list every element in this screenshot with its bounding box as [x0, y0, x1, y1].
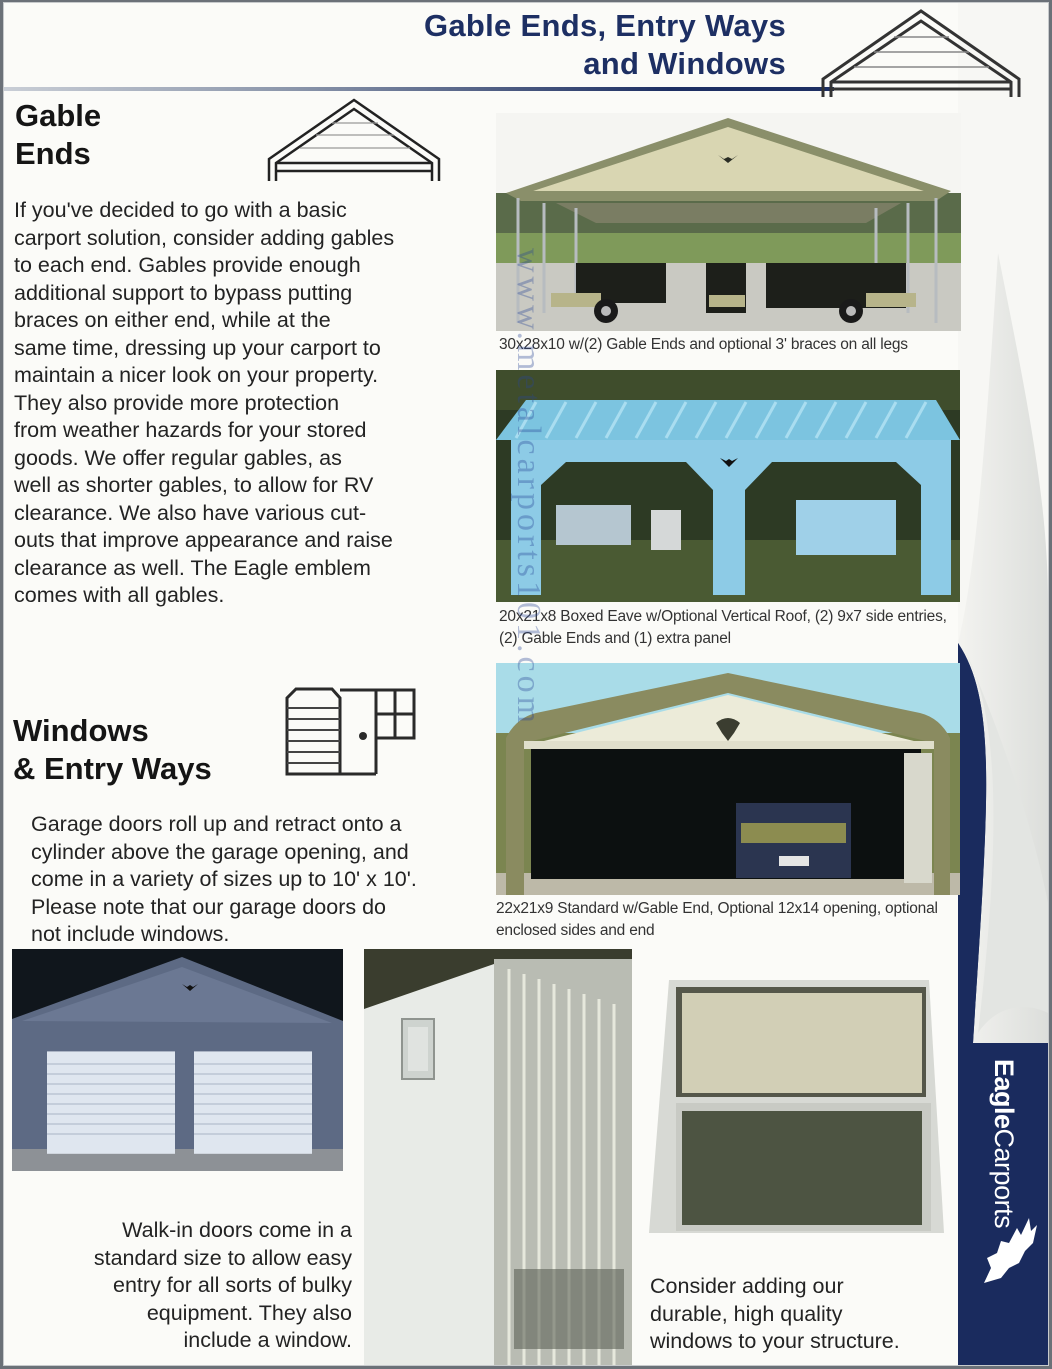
- photo-carport-mowers: [496, 113, 961, 331]
- brand-name-regular: Carports: [989, 1128, 1019, 1229]
- eagle-logo-icon: [979, 1213, 1039, 1288]
- gable-ends-body: If you've decided to go with a basic carport solution, consider adding gables to each end. Gables provide enough additional support to bypass putting braces on either end, while at the same time, dressing up your carport to maintain a nicer look on your property. They also provide more protection from weather hazards for your stored goods. We offer regular gables, as well as shorter gables, to allow for RV clearance. We also have various cut- outs that improve appearance and raise clearance as well. The Eagle emblem comes with all gables.: [14, 198, 395, 607]
- photo-boxed-eave: [496, 370, 960, 602]
- header-rule: [4, 87, 834, 91]
- photo-walk-in-door: [364, 949, 632, 1366]
- photo-standard-garage: [496, 663, 960, 895]
- photo-window-unit: [644, 975, 949, 1237]
- gable-outline-icon: [819, 7, 1024, 99]
- caption-boxed-eave: 20x21x8 Boxed Eave w/Optional Vertical Roof, (2) 9x7 side entries, (2) Gable Ends and (1) extra panel: [499, 608, 947, 647]
- door-window-icon: [284, 686, 418, 776]
- gable-outline-icon: [266, 97, 442, 183]
- eagle-carports-logo: [961, 1053, 1049, 1293]
- brochure-page: [3, 2, 1049, 1366]
- page-title: Gable Ends, Entry Ways and Windows: [423, 8, 786, 81]
- caption-standard-garage: 22x21x9 Standard w/Gable End, Optional 12x14 opening, optional enclosed sides and end: [496, 900, 938, 939]
- windows-entry-body: Garage doors roll up and retract onto a cylinder above the garage opening, and come in a variety of sizes up to 10' x 10'. Please note that our garage doors do not include windows.: [31, 812, 417, 946]
- gable-ends-heading: Gable Ends: [15, 98, 102, 171]
- watermark: www.metalcarports101.com: [510, 248, 547, 728]
- windows-text: Consider adding our durable, high quality windows to your structure.: [650, 1274, 900, 1353]
- windows-entry-heading: Windows & Entry Ways: [13, 713, 212, 786]
- photo-two-roll-up-doors: [12, 949, 343, 1171]
- caption-carport-mowers: 30x28x10 w/(2) Gable Ends and optional 3' braces on all legs: [499, 336, 908, 353]
- walk-in-doors-text: Walk-in doors come in a standard size to allow easy entry for all sorts of bulky equipment. They also include a window.: [93, 1218, 352, 1352]
- brand-name-bold: Eagle: [989, 1059, 1019, 1129]
